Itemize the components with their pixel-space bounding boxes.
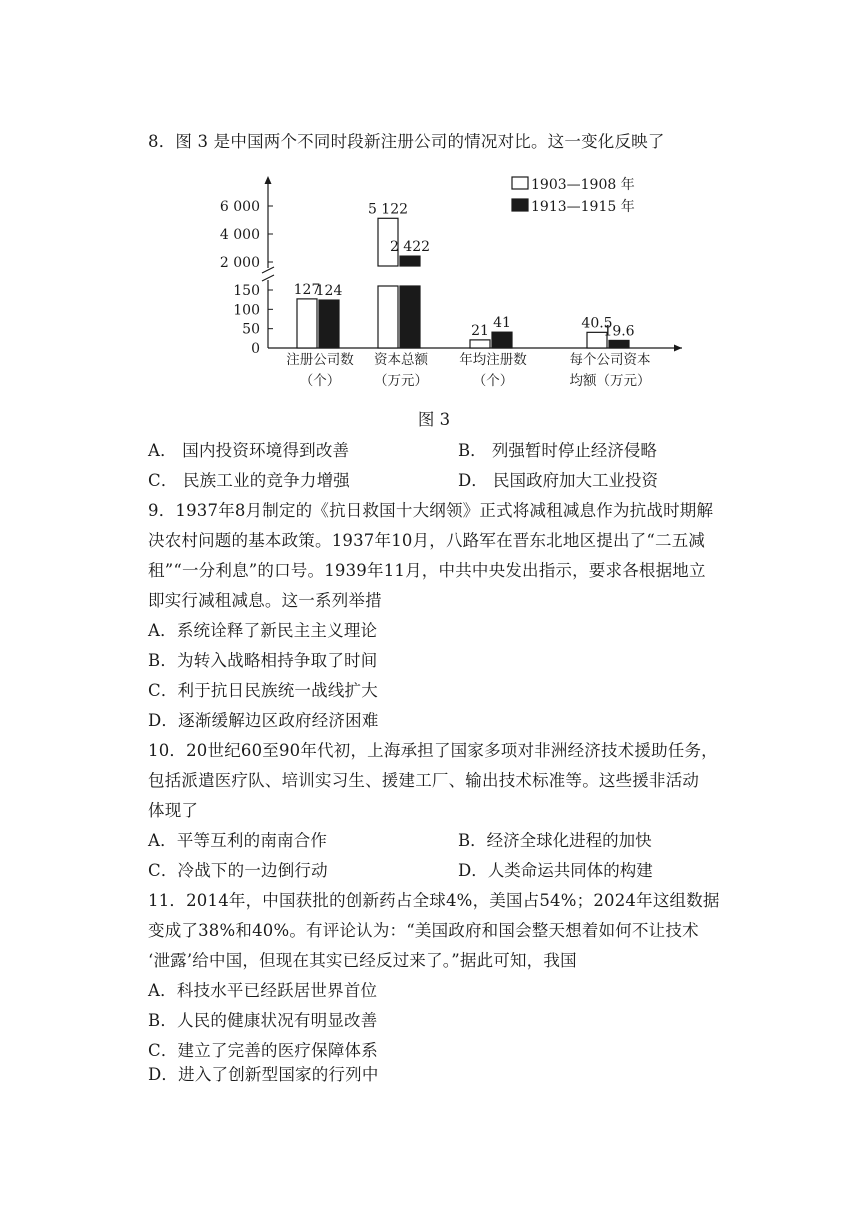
legend-label-2: 1913—1915 年 xyxy=(531,199,635,215)
legend-swatch-1 xyxy=(512,177,528,189)
bar-data-label: 41 xyxy=(493,315,511,332)
category-label: 年均注册数 xyxy=(459,352,527,368)
q11-option-c[interactable]: C．建立了完善的医疗保障体系 xyxy=(148,1041,378,1060)
q10-option-a[interactable]: A．平等互利的南南合作 xyxy=(148,831,328,850)
bar-2-2-lower xyxy=(400,286,420,348)
category-label: （个） xyxy=(472,373,514,389)
bar-data-label: 124 xyxy=(315,283,343,300)
y-tick-label: 50 xyxy=(242,321,260,338)
q11-option-d[interactable]: D．进入了创新型国家的行列中 xyxy=(148,1065,379,1084)
q9-option-d[interactable]: D．逐渐缓解边区政府经济困难 xyxy=(148,711,379,730)
bar-2-2 xyxy=(400,256,420,266)
q9-option-b[interactable]: B．为转入战略相持争取了时间 xyxy=(148,651,378,670)
bar-data-label: 19.6 xyxy=(603,323,635,340)
category-label: （万元） xyxy=(374,373,428,389)
q9-option-c[interactable]: C．利于抗日民族统一战线扩大 xyxy=(148,681,378,700)
q9-stem-line-1: 9．1937年8月制定的《抗日救国十大纲领》正式将减租减息作为抗战时期解 xyxy=(148,501,714,520)
bar-2-4 xyxy=(609,340,629,348)
legend-label-1: 1903—1908 年 xyxy=(531,177,635,193)
axis-break-mark xyxy=(262,267,274,281)
category-label: 注册公司数 xyxy=(286,352,354,368)
q10-option-c[interactable]: C．冷战下的一边倒行动 xyxy=(148,861,328,880)
q11-option-a[interactable]: A．科技水平已经跃居世界首位 xyxy=(148,981,378,1000)
y-tick-label: 150 xyxy=(233,283,260,299)
category-label: 每个公司资本 xyxy=(569,352,651,368)
q11-option-b[interactable]: B．人民的健康状况有明显改善 xyxy=(148,1011,378,1030)
q8-option-a[interactable]: A． 国内投资环境得到改善 xyxy=(148,441,350,460)
y-tick-label: 2 000 xyxy=(219,255,260,271)
q11-stem-line-2: 变成了38%和40%。有评论认为：“美国政府和国会整天想着如何不让技术 xyxy=(148,921,699,940)
y-tick-label: 100 xyxy=(233,302,260,319)
q8-option-b[interactable]: B． 列强暂时停止经济侵略 xyxy=(458,441,657,460)
bar-data-label: 5 122 xyxy=(367,201,409,218)
q11-stem-line-1: 11．2014年，中国获批的创新药占全球4%，美国占54%；2024年这组数据 xyxy=(148,891,720,910)
bar-data-label: 127 xyxy=(293,281,321,298)
bar-data-label: 21 xyxy=(471,322,489,339)
q8-option-d[interactable]: D． 民国政府加大工业投资 xyxy=(458,471,658,490)
x-axis-arrow xyxy=(674,345,682,352)
bar-1-1 xyxy=(297,299,317,348)
q10-option-b[interactable]: B．经济全球化进程的加快 xyxy=(458,831,652,850)
bar-data-label: 40.5 xyxy=(581,315,613,332)
q10-stem-line-1: 10．20世纪60至90年代初，上海承担了国家多项对非洲经济技术援助任务， xyxy=(148,741,718,760)
q9-stem-line-2: 决农村问题的基本政策。1937年10月，八路军在晋东北地区提出了“二五减 xyxy=(148,531,706,550)
bar-data-label: 2 422 xyxy=(389,239,431,256)
q10-stem-line-3: 体现了 xyxy=(148,801,199,820)
legend-swatch-2 xyxy=(512,199,528,211)
category-label: 均额（万元） xyxy=(569,373,651,389)
q11-stem-line-3: ‘泄露’给中国，但现在其实已经反过来了。”据此可知，我国 xyxy=(148,951,577,970)
category-label: 资本总额 xyxy=(374,352,428,368)
y-tick-label: 6 000 xyxy=(219,199,260,215)
bar-1-2-lower xyxy=(378,286,398,348)
y-tick-label: 4 000 xyxy=(219,227,260,243)
bar-2-3 xyxy=(492,332,512,348)
q9-option-a[interactable]: A．系统诠释了新民主主义理论 xyxy=(148,621,378,640)
bar-2-1 xyxy=(319,300,339,348)
category-label: （个） xyxy=(299,373,341,389)
y-tick-label: 0 xyxy=(251,341,260,357)
y-axis-arrow xyxy=(265,176,272,184)
bar-chart xyxy=(200,168,700,400)
figure-caption: 图 3 xyxy=(417,410,451,429)
q10-option-d[interactable]: D．人类命运共同体的构建 xyxy=(458,861,653,880)
q8-stem: 8．图 3 是中国两个不同时段新注册公司的情况对比。这一变化反映了 xyxy=(148,132,665,151)
q9-stem-line-3: 租”“一分利息”的口号。1939年11月，中共中央发出指示，要求各根据地立 xyxy=(148,561,706,580)
bar-1-3 xyxy=(470,340,490,348)
q9-stem-line-4: 即实行减租减息。这一系列举措 xyxy=(148,591,382,610)
q10-stem-line-2: 包括派遣医疗队、培训实习生、援建工厂、输出技术标准等。这些援非活动 xyxy=(148,771,700,790)
q8-option-c[interactable]: C． 民族工业的竞争力增强 xyxy=(148,471,350,490)
